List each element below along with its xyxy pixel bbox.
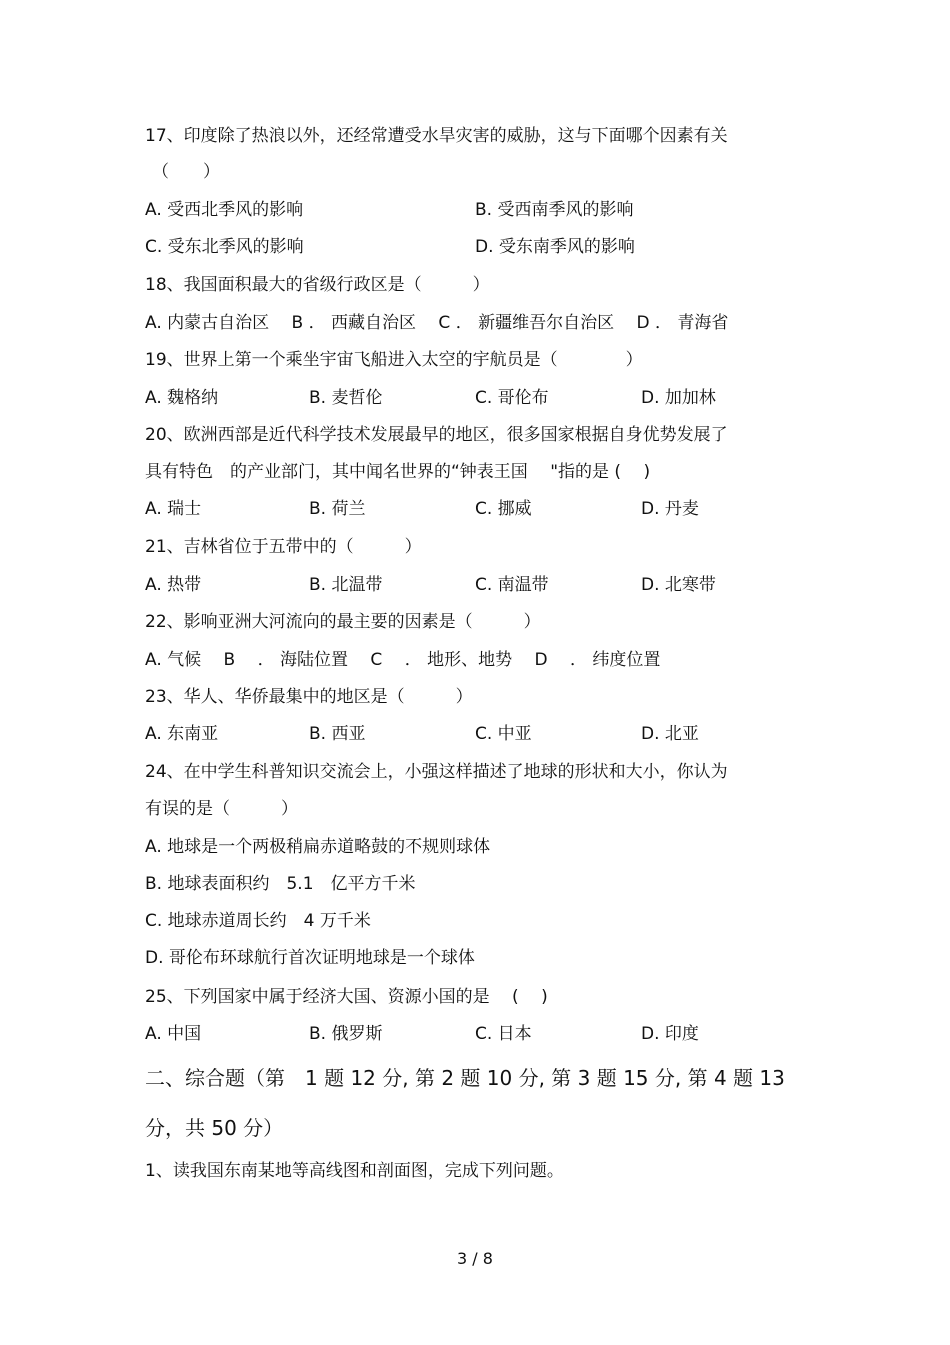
q21-option-d: D. 北寒带 <box>641 575 716 595</box>
section-2-question-1: 1、读我国东南某地等高线图和剖面图，完成下列问题。 <box>145 1161 564 1181</box>
q19-stem: 19、世界上第一个乘坐宇宙飞船进入太空的宇航员是（ ） <box>145 350 643 370</box>
q17-option-a: A. 受西北季风的影响 <box>145 200 304 220</box>
section-2-heading-continued: 分，共 50 分） <box>145 1116 284 1140</box>
q23-stem: 23、华人、华侨最集中的地区是（ ） <box>145 687 473 707</box>
q19-option-d: D. 加加林 <box>641 388 716 408</box>
q17-option-c: C. 受东北季风的影响 <box>145 237 304 257</box>
q20-option-d: D. 丹麦 <box>641 499 699 519</box>
q17-stem: 17、印度除了热浪以外，还经常遭受水旱灾害的威胁，这与下面哪个因素有关 <box>145 126 728 146</box>
q24-option-b: B. 地球表面积约 5.1 亿平方千米 <box>145 874 416 894</box>
q23-option-c: C. 中亚 <box>475 724 532 744</box>
q25-option-a: A. 中国 <box>145 1024 202 1044</box>
q19-option-b: B. 麦哲伦 <box>309 388 383 408</box>
q21-option-a: A. 热带 <box>145 575 202 595</box>
q25-stem: 25、下列国家中属于经济大国、资源小国的是 ( ) <box>145 987 548 1007</box>
q17-option-b: B. 受西南季风的影响 <box>475 200 634 220</box>
q20-stem: 20、欧洲西部是近代科学技术发展最早的地区，很多国家根据自身优势发展了 <box>145 425 728 445</box>
q21-option-b: B. 北温带 <box>309 575 383 595</box>
q24-stem-continued: 有误的是（ ） <box>145 799 298 819</box>
q20-option-c: C. 挪威 <box>475 499 532 519</box>
q18-stem: 18、我国面积最大的省级行政区是（ ） <box>145 275 490 295</box>
page-number: 3 / 8 <box>457 1249 493 1268</box>
q25-option-d: D. 印度 <box>641 1024 699 1044</box>
q21-option-c: C. 南温带 <box>475 575 549 595</box>
q20-option-a: A. 瑞士 <box>145 499 202 519</box>
q17-blank: （ ） <box>152 162 220 182</box>
q19-option-a: A. 魏格纳 <box>145 388 219 408</box>
q24-option-c: C. 地球赤道周长约 4 万千米 <box>145 911 371 931</box>
q20-option-b: B. 荷兰 <box>309 499 366 519</box>
q24-option-d: D. 哥伦布环球航行首次证明地球是一个球体 <box>145 948 475 968</box>
q22-options: A. 气候 B ． 海陆位置 C ． 地形、地势 D ． 纬度位置 <box>145 650 661 670</box>
q23-option-a: A. 东南亚 <box>145 724 219 744</box>
q22-stem: 22、影响亚洲大河流向的最主要的因素是（ ） <box>145 612 541 632</box>
q17-option-d: D. 受东南季风的影响 <box>475 237 635 257</box>
q19-option-c: C. 哥伦布 <box>475 388 549 408</box>
q25-option-c: C. 日本 <box>475 1024 532 1044</box>
q24-option-a: A. 地球是一个两极稍扁赤道略鼓的不规则球体 <box>145 837 491 857</box>
q24-stem: 24、在中学生科普知识交流会上，小强这样描述了地球的形状和大小，你认为 <box>145 762 728 782</box>
q21-stem: 21、吉林省位于五带中的（ ） <box>145 537 422 557</box>
q18-options: A. 内蒙古自治区 B ． 西藏自治区 C ． 新疆维吾尔自治区 D ． 青海省 <box>145 313 729 333</box>
section-2-heading: 二、综合题（第 1 题 12 分, 第 2 题 10 分, 第 3 题 15 分, 第 4 题 13 <box>145 1066 785 1090</box>
q23-option-b: B. 西亚 <box>309 724 366 744</box>
q23-option-d: D. 北亚 <box>641 724 699 744</box>
q25-option-b: B. 俄罗斯 <box>309 1024 383 1044</box>
q20-stem-continued: 具有特色 的产业部门，其中闻名世界的“钟表王国 "指的是 ( ) <box>145 462 651 482</box>
